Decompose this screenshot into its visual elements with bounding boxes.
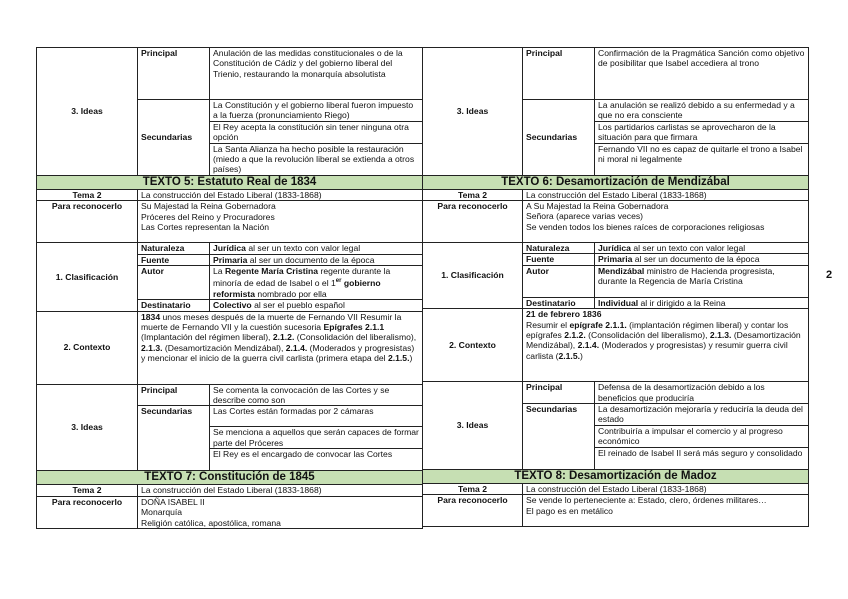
reconocer-line: Monarquía	[141, 507, 183, 518]
ideas-label: 3. Ideas	[423, 382, 523, 470]
contexto-bold: 21 de febrero 1836	[526, 309, 602, 320]
autor-post: nombrado por ella	[255, 288, 327, 299]
document-page	[36, 47, 808, 559]
secundaria-text: La Constitución y el gobierno liberal fueron impuesto a la fuerza (pronunciamiento Riego)	[210, 100, 423, 122]
contexto-bold: 2.1.4.	[285, 342, 308, 353]
contexto-bold: 2.1.5.	[558, 350, 580, 361]
secundaria-text: El Rey acepta la constitución sin tener ninguna otra opción	[210, 121, 423, 143]
reconocer-label: Para reconocerlo	[37, 496, 138, 528]
reconocer-text	[523, 201, 809, 243]
principal-text: Defensa de la desamortización debido a los beneficios que produciría	[595, 382, 809, 404]
secundaria-text: Fernando VII no es capaz de quitarle el trono a Isabel ni moral ni legalmente	[595, 143, 809, 175]
reconocer-text	[523, 495, 809, 527]
autor-bold-1: Regente María Cristina	[224, 266, 319, 277]
reconocer-line: DOÑA ISABEL II	[141, 496, 205, 507]
tema-text: La construcción del Estado Liberal (1833-1868)	[523, 189, 809, 200]
contexto-run: (Implantación del régimen liberal),	[141, 332, 273, 343]
tema-label: Tema 2	[37, 189, 138, 200]
contexto-run: unos meses después de la muerte de Fernando VII Resumir la muerte de Fernando VII y la cuestión sucesoria	[141, 311, 402, 332]
fuente-bold: Primaria	[598, 254, 633, 265]
naturaleza-rest: al ser un texto con valor legal	[630, 243, 746, 254]
secundaria-text: La Santa Alianza ha hecho posible la restauración (miedo a que la revolución liberal se extienda a otros países)	[210, 143, 423, 175]
reconocer-text	[138, 496, 423, 528]
ideas-label: 3. Ideas	[37, 384, 138, 471]
destinatario-text	[210, 300, 423, 311]
reconocer-line: Próceres del Reino y Procuradores	[141, 211, 275, 222]
fuente-label: Fuente	[138, 254, 210, 265]
contexto-bold: 2.1.4.	[577, 340, 600, 351]
contexto-bold: 2.1.3.	[141, 342, 163, 353]
secundarias-label: Secundarias	[523, 404, 595, 470]
right-column	[422, 47, 808, 559]
reconocer-line: Religión católica, apostólica, romana	[141, 517, 281, 528]
contexto-run: (Moderados y progresistas) y resumir guerra civil carlista (	[526, 340, 788, 361]
reconocer-line: Las Cortes representan la Nación	[141, 222, 270, 233]
fuente-rest: al ser un documento de la época	[632, 254, 760, 265]
destinatario-bold: Colectivo	[213, 300, 252, 311]
ideas-label: 3. Ideas	[423, 48, 523, 176]
destinatario-label: Destinatario	[523, 297, 595, 308]
contexto-run: Resumir el	[526, 319, 570, 330]
fuente-bold: Primaria	[213, 254, 248, 265]
autor-text	[210, 266, 423, 300]
texto8-header: TEXTO 8: Desamortización de Madoz	[423, 469, 809, 483]
principal-text: Se comenta la convocación de las Cortes y se describe como son	[210, 384, 423, 406]
reconocer-label: Para reconocerlo	[37, 201, 138, 243]
contexto-text	[138, 311, 423, 384]
contexto-bold: 1834	[141, 311, 161, 322]
contexto-run: )	[580, 350, 583, 361]
reconocer-line: A Su Majestad la Reina Gobernadora	[526, 201, 669, 212]
destinatario-bold: Individual	[598, 297, 639, 308]
naturaleza-rest: al ser un texto con valor legal	[245, 243, 361, 254]
contexto-bold: 2.1.3.	[709, 330, 732, 341]
left-table	[36, 47, 423, 529]
autor-bold: Mendizábal	[598, 265, 645, 276]
principal-label: Principal	[138, 384, 210, 406]
reconocer-label: Para reconocerlo	[423, 495, 523, 527]
contexto-text	[523, 309, 809, 382]
reconocer-line: Se venden todos los bienes raíces de corporaciones religiosas	[526, 221, 765, 232]
contexto-bold: epígrafe 2.1.1.	[569, 319, 627, 330]
fuente-label: Fuente	[523, 254, 595, 265]
principal-label: Principal	[523, 382, 595, 404]
contexto-bold: Epígrafes 2.1.1	[323, 321, 385, 332]
texto5-header: TEXTO 5: Estatuto Real de 1834	[37, 175, 423, 189]
reconocer-line: El pago es en metálico	[526, 505, 613, 516]
fuente-text	[595, 254, 809, 265]
reconocer-text	[138, 201, 423, 243]
secundaria-text: Las Cortes están formadas por 2 cámaras	[210, 406, 423, 427]
autor-label: Autor	[523, 265, 595, 297]
destinatario-rest: al ir dirigido a la Reina	[638, 297, 726, 308]
fuente-rest: al ser un documento de la época	[247, 254, 375, 265]
secundaria-text: Contribuiría a impulsar el comercio y al progreso económico	[595, 425, 809, 447]
tema-label: Tema 2	[37, 485, 138, 496]
autor-pre: La	[213, 266, 225, 277]
principal-label: Principal	[138, 48, 210, 100]
autor-bold-2: gobierno reformista	[213, 278, 381, 299]
secundaria-text: Se menciona a aquellos que serán capaces de formar parte del Próceres	[210, 427, 423, 449]
autor-label: Autor	[138, 266, 210, 300]
right-table	[422, 47, 809, 527]
left-column	[36, 47, 422, 559]
contexto-run: (Consolidación del liberalismo),	[294, 332, 417, 343]
secundaria-text: La anulación se realizó debido a su enfermedad y a que no era consciente	[595, 100, 809, 122]
contexto-label: 2. Contexto	[37, 311, 138, 384]
naturaleza-text	[210, 243, 423, 254]
reconocer-line: Se vende lo perteneciente a: Estado, clero, órdenes militares…	[526, 495, 767, 506]
secundarias-label: Secundarias	[523, 100, 595, 176]
contexto-run: (Consolidación del liberalismo),	[585, 330, 710, 341]
secundaria-text: Los partidarios carlistas se aprovecharon de la situación para que firmara	[595, 121, 809, 143]
autor-mid: regente durante la minoría de edad de Isabel o el 1	[213, 266, 391, 289]
naturaleza-bold: Jurídica	[213, 243, 246, 254]
tema-label: Tema 2	[423, 483, 523, 494]
contexto-run: )	[409, 353, 413, 364]
naturaleza-label: Naturaleza	[138, 243, 210, 254]
contexto-run: (implantación régimen liberal) y contar los epígrafes	[526, 319, 789, 341]
texto6-header: TEXTO 6: Desamortización de Mendizábal	[423, 175, 809, 189]
autor-sup: er	[335, 278, 342, 285]
tema-text: La construcción del Estado Liberal (1833-1868)	[523, 483, 809, 494]
secundaria-text: El Rey es el encargado de convocar las Cortes	[210, 449, 423, 471]
texto7-header: TEXTO 7: Constitución de 1845	[37, 471, 423, 485]
contexto-bold: 2.1.5.	[387, 353, 410, 364]
contexto-bold: 2.1.2.	[272, 332, 295, 343]
clasificacion-label: 1. Clasificación	[423, 243, 523, 309]
naturaleza-bold: Jurídica	[598, 243, 631, 254]
reconocer-line: Señora (aparece varias veces)	[526, 211, 644, 222]
autor-text	[595, 265, 809, 297]
destinatario-label: Destinatario	[138, 300, 210, 311]
reconocer-label: Para reconocerlo	[423, 201, 523, 243]
secundaria-text: El reinado de Isabel II será más seguro y consolidado	[595, 447, 809, 469]
principal-text: Anulación de las medidas constitucionales o de la Constitución de Cádiz y del gobierno liberal del Trienio, restaurando la monarquía absolutista	[210, 48, 423, 100]
destinatario-text	[595, 297, 809, 308]
secundarias-label: Secundarias	[138, 406, 210, 471]
naturaleza-label: Naturaleza	[523, 243, 595, 254]
contexto-run: (Desamortización Mendizábal),	[162, 342, 286, 353]
clasificacion-label: 1. Clasificación	[37, 243, 138, 311]
contexto-bold: 2.1.2.	[564, 330, 586, 341]
secundarias-label: Secundarias	[138, 100, 210, 176]
page-number: 2	[826, 269, 833, 281]
principal-label: Principal	[523, 48, 595, 100]
tema-label: Tema 2	[423, 189, 523, 200]
principal-text: Confirmación de la Pragmática Sanción como objetivo de posibilitar que Isabel accediera al trono	[595, 48, 809, 100]
contexto-run: (Desamortización Mendizábal),	[526, 330, 801, 351]
autor-rest: ministro de Hacienda progresista, durante la Regencia de María Cristina	[598, 265, 775, 287]
contexto-run: (Moderados y progresistas) y mencionar el inicio de la guerra civil carlista (primera etapa del	[141, 342, 415, 364]
secundaria-text: La desamortización mejoraría y reduciría la deuda del estado	[595, 404, 809, 426]
reconocer-line: Su Majestad la Reina Gobernadora	[141, 201, 276, 212]
destinatario-rest: al ser el pueblo español	[251, 300, 345, 311]
contexto-label: 2. Contexto	[423, 309, 523, 382]
naturaleza-text	[595, 243, 809, 254]
ideas-label: 3. Ideas	[37, 48, 138, 176]
tema-text: La construcción del Estado Liberal (1833-1868)	[138, 485, 423, 496]
fuente-text	[210, 254, 423, 265]
tema-text: La construcción del Estado Liberal (1833-1868)	[138, 189, 423, 200]
